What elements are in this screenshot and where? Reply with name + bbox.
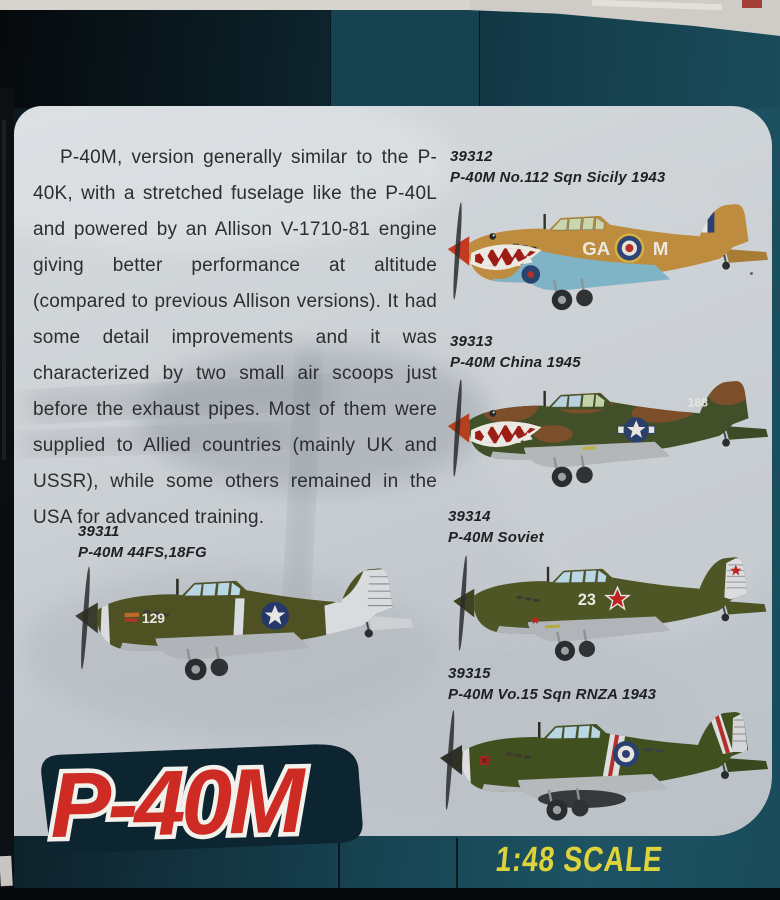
- variant-name: P-40M Soviet: [448, 529, 544, 546]
- variant-39312-label: [450, 146, 665, 188]
- rnzaf-roundel: [613, 741, 639, 767]
- aircraft-39311-illustration: [50, 552, 430, 688]
- scale-label: 1:48 SCALE: [493, 840, 665, 879]
- variant-id: 39313: [450, 333, 493, 350]
- variant-id: 39312: [450, 148, 493, 165]
- variant-id: 39311: [78, 523, 120, 540]
- bort-number-text: 23: [577, 591, 596, 609]
- box-fold-seam-right: [456, 838, 458, 890]
- squadron-code-left: GA: [582, 237, 611, 259]
- variant-name: P-40M China 1945: [450, 354, 581, 371]
- tail-number-text: 188: [687, 395, 708, 410]
- variant-id: 39314: [448, 508, 491, 525]
- serial-marking: [644, 748, 653, 751]
- squadron-code-right: M: [652, 237, 669, 259]
- raf-roundel: [616, 234, 643, 261]
- p40m-logo: [15, 740, 369, 859]
- variant-name: P-40M 44FS,18FG: [78, 544, 207, 561]
- background-floor-corner: [0, 856, 13, 887]
- variant-name: P-40M No.112 Sqn Sicily 1943: [450, 169, 666, 186]
- logo-text: P-40M: [49, 749, 303, 857]
- aircraft-39315-illustration: [428, 696, 772, 828]
- variant-id: 39315: [448, 665, 491, 682]
- us-star-insignia: [261, 602, 289, 630]
- description-text: P-40M, version generally similar to the P-40K, with a stretched fuselage like the P-40L and powered by an Allison V-1710-81 engine giving better performance at altitude (compared to previous Allison versions). It had some detail improvements and it was characterized by two small air scoops just before the exhaust pipes. Most of them were supplied to Allied countries (mainly UK and USSR), while some others remained in the USA for advanced training.: [33, 147, 437, 528]
- box-edge-reflection: [2, 120, 6, 460]
- aircraft-39314-illustration: [436, 542, 776, 668]
- box-bottom-shadow-strip: [0, 888, 780, 900]
- aircraft-39313-illustration: [438, 365, 770, 495]
- background-red-object: [742, 0, 762, 8]
- nose-art-marking: [125, 613, 140, 618]
- variant-name: P-40M Vo.15 Sqn RNZA 1943: [448, 686, 657, 703]
- aircraft-39312-illustration: [438, 188, 770, 318]
- nose-number-text: 129: [141, 610, 166, 627]
